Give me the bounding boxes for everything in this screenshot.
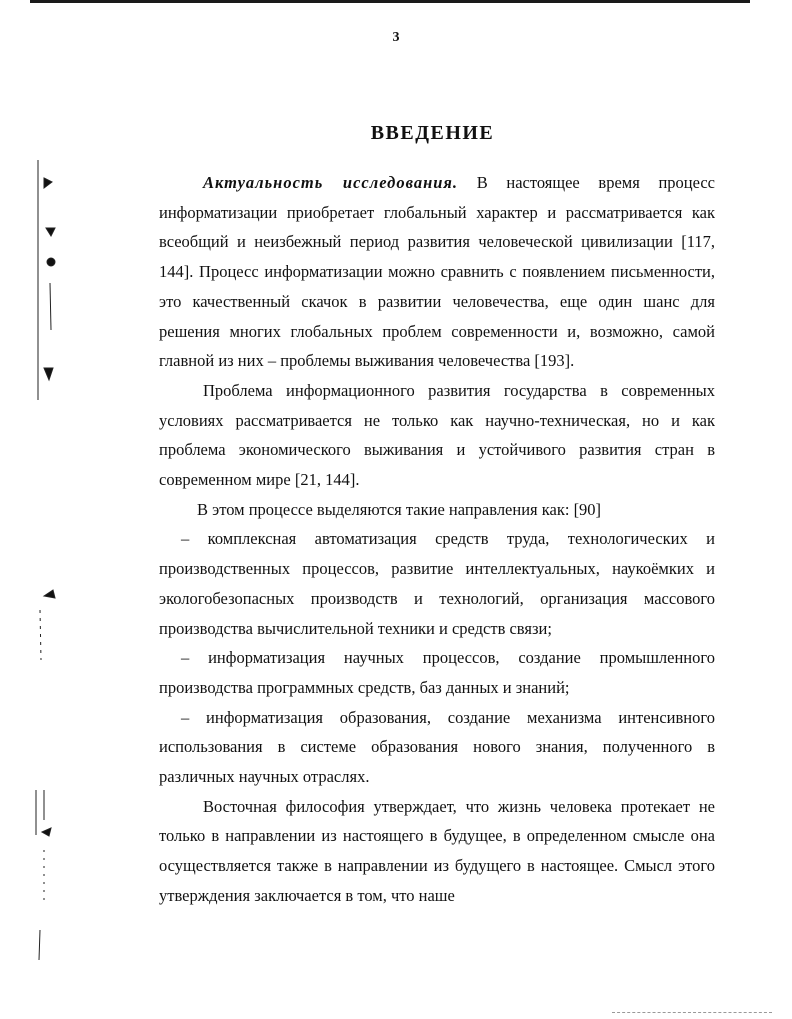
paragraph-problem: Проблема информационного развития государства в современных условиях рассматривается не только как научно-техническая, но и как проблема экономического выживания и устойчивого развития стран в современном мире [21, 144]. [159,380,715,490]
relevance-heading: Актуальность исследования. [203,173,459,192]
body-text [159,168,715,911]
paragraph-philosophy: Восточная философия утверждает, что жизнь человека протекает не только в направлении из настоящего в будущее, в определенном смысле она осуществляется также в направлении из будущего в настоящее. Смысл этого утверждения заключается в том, что наше [159,796,715,905]
list-item: – информатизация образования, создание механизма интенсивного использования в системе образования нового знания, полученного в различных научных отраслях. [159,707,715,787]
page-title: ВВЕДЕНИЕ [370,122,495,144]
footer-dash [612,1012,772,1013]
list-item: – комплексная автоматизация средств труда, технологических и производственных процессов, развитие интеллектуальных, наукоёмких и экологобезопасных производств и технологий, организация массового производства вычислительной техники и средств связи; [159,529,715,638]
paragraph-relevance [159,168,715,376]
scan-margin-marks [0,0,80,1019]
page-number: 3 [392,30,400,45]
relevance-text: В настоящее время процесс информатизации приобретает глобальный характер и рассматривается как всеобщий и неизбежный период развития человеческой цивилизации [117, 144]. Процесс информатизации можно сравнить с появлением письменности, это качественный скачок в развитии человечества, еще один шанс для решения многих глобальных проблем современности и, возможно, самой главной из них – проблемы выживания человечества [193]. [159,173,715,371]
list-item: – информатизация научных процессов, создание промышленного производства программных средств, баз данных и знаний; [159,648,715,697]
paragraph-directions-intro: В этом процессе выделяются такие направления как: [90] [197,499,602,519]
top-border-line [30,0,750,3]
